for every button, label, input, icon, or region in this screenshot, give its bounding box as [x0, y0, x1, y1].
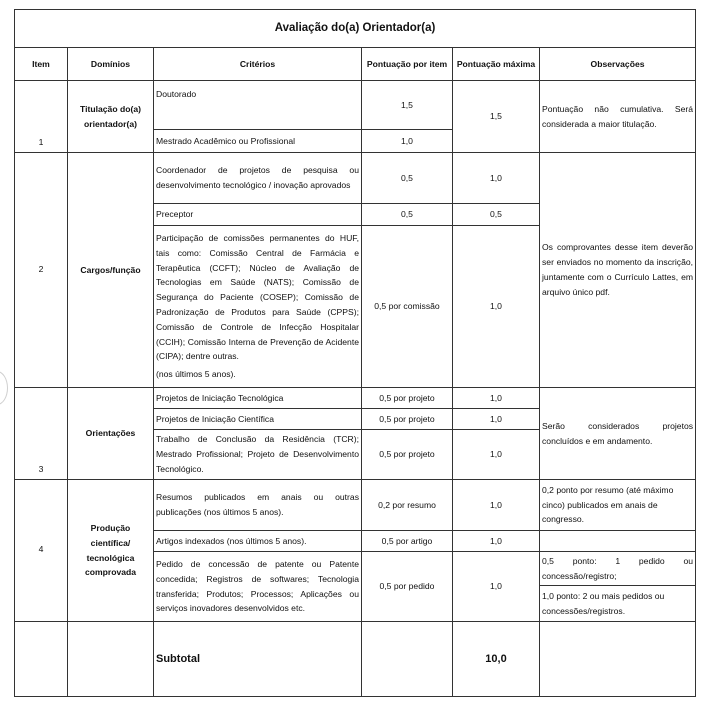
criterion-cell: Mestrado Acadêmico ou Profissional: [154, 130, 362, 153]
subtotal-value: 10,0: [453, 622, 540, 697]
table-row: [15, 81, 696, 130]
evaluation-table: [14, 9, 696, 697]
max-points-cell: 1,0: [453, 552, 540, 622]
criterion-cell: Trabalho de Conclusão da Residência (TCR); Mestrado Profissional; Projeto de Desenvolvimento Tecnológico.: [154, 430, 362, 480]
header-criterios: Critérios: [154, 48, 362, 81]
criterion-cell: Artigos indexados (nos últimos 5 anos).: [154, 531, 362, 552]
subtotal-empty-cell: [68, 622, 154, 697]
criterion-cell: Projetos de Iniciação Tecnológica: [154, 388, 362, 409]
header-pontuacao-item: Pontuação por item: [362, 48, 453, 81]
observation-cell: 0,2 ponto por resumo (até máximo cinco) publicados em anais de congresso.: [540, 480, 696, 531]
observation-cell: Os comprovantes desse item deverão ser enviados no momento da inscrição, juntamente com o Currículo Lattes, em arquivo único pdf.: [540, 153, 696, 388]
max-points-cell: 1,5: [453, 81, 540, 153]
criterion-cell: Resumos publicados em anais ou outras publicações (nos últimos 5 anos).: [154, 480, 362, 531]
subtotal-empty-cell: [15, 622, 68, 697]
points-cell: 0,5 por pedido: [362, 552, 453, 622]
table-row: [15, 388, 696, 409]
points-cell: 0,5 por comissão: [362, 226, 453, 388]
subtotal-row: [15, 622, 696, 697]
item-number: 3: [15, 388, 68, 480]
domain-label: Produção científica/ tecnológica comprovada: [68, 480, 154, 622]
header-observacoes: Observações: [540, 48, 696, 81]
max-points-cell: 1,0: [453, 480, 540, 531]
observation-cell: Serão considerados projetos concluídos e em andamento.: [540, 388, 696, 480]
header-pontuacao-maxima: Pontuação máxima: [453, 48, 540, 81]
criterion-note: (nos últimos 5 anos).: [156, 369, 236, 380]
subtotal-empty-cell: [362, 622, 453, 697]
observation-cell: 0,5 ponto: 1 pedido ou concessão/registro;: [540, 552, 696, 586]
evaluation-table-wrapper: [14, 9, 695, 697]
max-points-cell: 1,0: [453, 430, 540, 480]
item-number: 1: [15, 81, 68, 153]
domain-label: Cargos/função: [68, 153, 154, 388]
item-number: 4: [15, 480, 68, 622]
points-cell: 0,5 por projeto: [362, 388, 453, 409]
criterion-cell: Projetos de Iniciação Científica: [154, 409, 362, 430]
table-row: [15, 153, 696, 204]
criterion-cell: Preceptor: [154, 204, 362, 226]
points-cell: 0,5 por projeto: [362, 430, 453, 480]
max-points-cell: 1,0: [453, 153, 540, 204]
domain-label: Titulação do(a) orientador(a): [68, 81, 154, 153]
max-points-cell: 1,0: [453, 388, 540, 409]
subtotal-label: Subtotal: [154, 622, 362, 697]
points-cell: 1,0: [362, 130, 453, 153]
observation-cell: Pontuação não cumulativa. Será considerada a maior titulação.: [540, 81, 696, 153]
points-cell: 0,5: [362, 153, 453, 204]
criterion-text: Participação de comissões permanentes do HUF, tais como: Comissão Central de Farmácia e Terapêutica (CCFT); Núcleo de Avaliação de Tecnologias em Saúde (NATS); Comissão de Segurança do Paciente (COSEP); Comissão de Padronização de Produtos para Saúde (CPPS); Comissão de Controle de Infecção Hospitalar (CCIH); Comissão Interna de Prevenção de Acidente (CIPA); dentre outras.: [156, 233, 359, 362]
max-points-cell: 1,0: [453, 226, 540, 388]
criterion-cell: [154, 226, 362, 388]
max-points-cell: 1,0: [453, 409, 540, 430]
observation-cell: 1,0 ponto: 2 ou mais pedidos ou concessões/registros.: [540, 586, 696, 622]
item-number: 2: [15, 153, 68, 388]
points-cell: 1,5: [362, 81, 453, 130]
table-row: [15, 480, 696, 531]
criterion-cell: Pedido de concessão de patente ou Patente concedida; Registros de softwares; Tecnologia transferida; Produtos; Processos; Aplicações ou serviços inovadores desenvolvidos etc.: [154, 552, 362, 622]
points-cell: 0,5 por projeto: [362, 409, 453, 430]
points-cell: 0,2 por resumo: [362, 480, 453, 531]
points-cell: 0,5: [362, 204, 453, 226]
header-item: Item: [15, 48, 68, 81]
criterion-cell: Coordenador de projetos de pesquisa ou desenvolvimento tecnológico / inovação aprovados: [154, 153, 362, 204]
max-points-cell: 0,5: [453, 204, 540, 226]
max-points-cell: 1,0: [453, 531, 540, 552]
header-row: [15, 48, 696, 81]
points-cell: 0,5 por artigo: [362, 531, 453, 552]
table-title: Avaliação do(a) Orientador(a): [15, 10, 696, 48]
subtotal-empty-cell: [540, 622, 696, 697]
domain-label: Orientações: [68, 388, 154, 480]
observation-cell-empty: [540, 531, 696, 552]
edge-circle-decoration: [0, 371, 8, 405]
header-dominios: Domínios: [68, 48, 154, 81]
criterion-cell: Doutorado: [154, 81, 362, 130]
